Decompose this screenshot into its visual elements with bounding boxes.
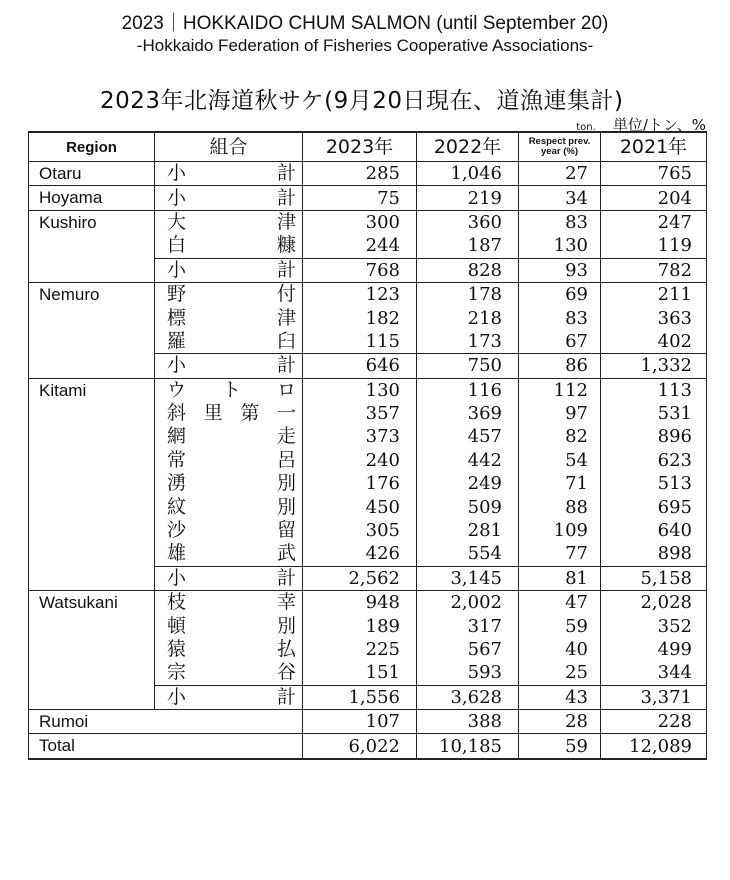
y2022-cell: 2,002 <box>417 591 519 615</box>
y2023-cell: 373 <box>303 425 417 448</box>
kumiai-char: 常 <box>167 448 187 471</box>
kumiai-char: 大 <box>167 210 187 233</box>
kumiai-char: 枝 <box>167 591 187 614</box>
kumiai-cell <box>155 472 303 495</box>
kumiai-cell <box>155 591 303 615</box>
kumiai-char: 一 <box>276 402 296 425</box>
pct-cell: 88 <box>519 495 601 518</box>
kumiai-char: 糠 <box>276 234 296 257</box>
kumiai-char: 計 <box>276 685 296 708</box>
kumiai-char: 斜 <box>167 402 187 425</box>
pct-cell: 93 <box>519 258 601 282</box>
y2022-cell: 509 <box>417 495 519 518</box>
y2021-cell: 119 <box>601 234 707 258</box>
y2023-cell: 244 <box>303 234 417 258</box>
pct-cell: 97 <box>519 402 601 425</box>
kumiai-cell <box>155 162 303 186</box>
region-cell: Kitami <box>29 378 155 591</box>
table-row <box>29 162 707 186</box>
pct-cell: 112 <box>519 378 601 402</box>
y2023-cell: 115 <box>303 330 417 354</box>
pct-cell: 47 <box>519 591 601 615</box>
japanese-title: 2023年北海道秋サケ(9月20日現在、道漁連集計) <box>100 88 624 114</box>
kumiai-name <box>167 307 296 330</box>
y2023-cell: 6,022 <box>303 734 417 760</box>
kumiai-char: 宗 <box>167 661 187 684</box>
y2023-cell: 285 <box>303 162 417 186</box>
y2021-cell: 211 <box>601 282 707 306</box>
kumiai-cell <box>155 638 303 661</box>
region-cell: Rumoi <box>29 709 155 733</box>
kumiai-name <box>167 234 296 257</box>
kumiai-cell <box>155 566 303 590</box>
kumiai-cell <box>155 330 303 354</box>
kumiai-name <box>167 330 296 353</box>
y2023-cell: 75 <box>303 186 417 210</box>
y2023-cell: 646 <box>303 354 417 378</box>
kumiai-name <box>167 496 296 519</box>
table-row <box>29 591 707 615</box>
pct-cell: 130 <box>519 234 601 258</box>
kumiai-char: 里 <box>203 402 223 425</box>
kumiai-name <box>167 519 296 542</box>
y2022-cell: 219 <box>417 186 519 210</box>
kumiai-name <box>167 354 296 377</box>
pct-cell: 67 <box>519 330 601 354</box>
kumiai-name <box>167 686 296 709</box>
kumiai-char: ト <box>221 378 241 401</box>
y2021-cell: 531 <box>601 402 707 425</box>
y2022-cell: 281 <box>417 519 519 542</box>
pct-cell: 43 <box>519 685 601 709</box>
kumiai-name <box>167 379 296 402</box>
region-cell: Otaru <box>29 162 155 186</box>
y2022-cell: 593 <box>417 661 519 685</box>
y2022-cell: 116 <box>417 378 519 402</box>
pct-cell: 27 <box>519 162 601 186</box>
pct-cell: 77 <box>519 542 601 566</box>
y2021-cell: 402 <box>601 330 707 354</box>
kumiai-char: 臼 <box>276 329 296 352</box>
y2023-cell: 176 <box>303 472 417 495</box>
kumiai-cell <box>155 354 303 378</box>
kumiai-cell <box>155 258 303 282</box>
kumiai-char: 小 <box>167 258 187 281</box>
y2021-cell: 352 <box>601 614 707 637</box>
y2022-cell: 442 <box>417 449 519 472</box>
kumiai-cell <box>155 449 303 472</box>
y2023-cell: 240 <box>303 449 417 472</box>
pct-cell: 83 <box>519 210 601 234</box>
y2022-cell: 10,185 <box>417 734 519 760</box>
title-block <box>0 12 730 56</box>
kumiai-char: 白 <box>167 234 187 257</box>
kumiai-cell <box>155 234 303 258</box>
kumiai-char: 別 <box>276 495 296 518</box>
catch-table <box>28 131 707 760</box>
y2022-cell: 249 <box>417 472 519 495</box>
y2023-cell: 189 <box>303 614 417 637</box>
kumiai-char: 小 <box>167 186 187 209</box>
y2021-cell: 640 <box>601 519 707 542</box>
y2022-cell: 828 <box>417 258 519 282</box>
kumiai-cell <box>155 425 303 448</box>
kumiai-name <box>167 661 296 684</box>
y2023-cell: 107 <box>303 709 417 733</box>
kumiai-char: 計 <box>276 566 296 589</box>
y2021-header: 2021年 <box>601 132 707 162</box>
kumiai-name <box>167 187 296 210</box>
table-row <box>29 186 707 210</box>
kumiai-cell <box>155 542 303 566</box>
kumiai-char: 武 <box>276 542 296 565</box>
kumiai-char: 計 <box>276 162 296 185</box>
y2023-cell: 151 <box>303 661 417 685</box>
y2022-cell: 173 <box>417 330 519 354</box>
kumiai-cell <box>155 709 303 733</box>
kumiai-char: 小 <box>167 162 187 185</box>
kumiai-char: 谷 <box>276 661 296 684</box>
table-row <box>29 734 707 760</box>
pct-header <box>519 132 601 162</box>
y2023-cell: 1,556 <box>303 685 417 709</box>
kumiai-cell <box>155 495 303 518</box>
y2021-cell: 499 <box>601 638 707 661</box>
kumiai-cell <box>155 685 303 709</box>
kumiai-cell <box>155 661 303 685</box>
y2022-cell: 3,145 <box>417 566 519 590</box>
kumiai-name <box>167 615 296 638</box>
kumiai-char: 小 <box>167 354 187 377</box>
kumiai-char: 走 <box>276 425 296 448</box>
kumiai-cell <box>155 614 303 637</box>
kumiai-cell <box>155 306 303 329</box>
pct-cell: 28 <box>519 709 601 733</box>
kumiai-char: 幸 <box>276 591 296 614</box>
kumiai-char: 紋 <box>167 495 187 518</box>
kumiai-char: 猿 <box>167 638 187 660</box>
table-row <box>29 709 707 733</box>
kumiai-cell <box>155 186 303 210</box>
y2021-cell: 898 <box>601 542 707 566</box>
pct-header-line1: Respect prev. <box>528 136 591 147</box>
kumiai-char: ウ <box>167 378 187 401</box>
y2021-cell: 2,028 <box>601 591 707 615</box>
y2022-cell: 317 <box>417 614 519 637</box>
y2023-header: 2023年 <box>303 132 417 162</box>
region-cell: Nemuro <box>29 282 155 378</box>
kumiai-name <box>167 283 296 306</box>
kumiai-char: 計 <box>276 258 296 281</box>
y2022-cell: 457 <box>417 425 519 448</box>
kumiai-header: 組合 <box>155 132 303 162</box>
header-row <box>29 132 707 162</box>
page-subtitle: -Hokkaido Federation of Fisheries Cooperative Associations- <box>136 36 594 55</box>
y2023-cell: 768 <box>303 258 417 282</box>
kumiai-name <box>167 449 296 472</box>
kumiai-name <box>167 591 296 614</box>
y2021-cell: 247 <box>601 210 707 234</box>
kumiai-char: 第 <box>240 402 260 425</box>
y2021-cell: 204 <box>601 186 707 210</box>
kumiai-name <box>167 567 296 590</box>
unit-ton-label: ton. <box>576 122 596 133</box>
table-body <box>29 162 707 760</box>
pct-cell: 82 <box>519 425 601 448</box>
y2023-cell: 2,562 <box>303 566 417 590</box>
y2022-cell: 567 <box>417 638 519 661</box>
pct-cell: 59 <box>519 734 601 760</box>
kumiai-char: 野 <box>167 283 187 306</box>
kumiai-char: 計 <box>276 186 296 209</box>
kumiai-char: 津 <box>276 210 296 233</box>
y2023-cell: 948 <box>303 591 417 615</box>
kumiai-name <box>167 211 296 234</box>
kumiai-char: 沙 <box>167 519 187 542</box>
y2021-cell: 228 <box>601 709 707 733</box>
kumiai-char: 雄 <box>167 542 187 565</box>
y2021-cell: 113 <box>601 378 707 402</box>
kumiai-name <box>167 425 296 448</box>
table-row <box>29 210 707 234</box>
kumiai-cell <box>155 402 303 425</box>
y2022-cell: 388 <box>417 709 519 733</box>
kumiai-char: 別 <box>276 472 296 495</box>
y2021-cell: 896 <box>601 425 707 448</box>
kumiai-cell <box>155 734 303 760</box>
y2021-cell: 344 <box>601 661 707 685</box>
kumiai-cell <box>155 519 303 542</box>
kumiai-cell <box>155 378 303 402</box>
y2021-cell: 363 <box>601 306 707 329</box>
y2023-cell: 305 <box>303 519 417 542</box>
kumiai-char: 計 <box>276 354 296 377</box>
kumiai-name <box>167 402 296 425</box>
region-cell: Hoyama <box>29 186 155 210</box>
kumiai-char: 標 <box>167 306 187 329</box>
y2022-cell: 1,046 <box>417 162 519 186</box>
kumiai-name <box>167 472 296 495</box>
y2022-cell: 554 <box>417 542 519 566</box>
y2023-cell: 182 <box>303 306 417 329</box>
y2021-cell: 765 <box>601 162 707 186</box>
pct-cell: 25 <box>519 661 601 685</box>
kumiai-char: 津 <box>276 306 296 329</box>
kumiai-char: 小 <box>167 685 187 708</box>
region-cell: Total <box>29 734 155 760</box>
kumiai-char: 頓 <box>167 614 187 637</box>
kumiai-name <box>167 638 296 661</box>
kumiai-name <box>167 259 296 282</box>
kumiai-char: 留 <box>276 519 296 542</box>
kumiai-char: 払 <box>276 638 296 660</box>
y2023-cell: 300 <box>303 210 417 234</box>
pct-cell: 71 <box>519 472 601 495</box>
kumiai-char: 小 <box>167 566 187 589</box>
y2023-cell: 426 <box>303 542 417 566</box>
kumiai-char: ロ <box>276 378 296 401</box>
region-header: Region <box>29 132 155 162</box>
y2022-cell: 178 <box>417 282 519 306</box>
y2022-cell: 218 <box>417 306 519 329</box>
kumiai-char: 呂 <box>276 448 296 471</box>
table-row <box>29 378 707 402</box>
kumiai-char: 羅 <box>167 329 187 352</box>
y2023-cell: 123 <box>303 282 417 306</box>
pct-header-line2: year (%) <box>541 146 578 157</box>
y2022-cell: 360 <box>417 210 519 234</box>
y2023-cell: 357 <box>303 402 417 425</box>
kumiai-char: 付 <box>276 283 296 306</box>
region-cell: Watsukani <box>29 591 155 710</box>
kumiai-char: 網 <box>167 425 187 448</box>
pct-cell: 109 <box>519 519 601 542</box>
kumiai-char: 湧 <box>167 472 187 495</box>
kumiai-cell <box>155 210 303 234</box>
y2021-cell: 1,332 <box>601 354 707 378</box>
pct-cell: 69 <box>519 282 601 306</box>
y2022-cell: 187 <box>417 234 519 258</box>
y2022-cell: 750 <box>417 354 519 378</box>
y2021-cell: 5,158 <box>601 566 707 590</box>
y2022-header: 2022年 <box>417 132 519 162</box>
kumiai-char: 別 <box>276 614 296 637</box>
y2021-cell: 12,089 <box>601 734 707 760</box>
y2021-cell: 513 <box>601 472 707 495</box>
y2021-cell: 623 <box>601 449 707 472</box>
pct-cell: 34 <box>519 186 601 210</box>
y2022-cell: 369 <box>417 402 519 425</box>
region-cell: Kushiro <box>29 210 155 282</box>
y2021-cell: 3,371 <box>601 685 707 709</box>
y2022-cell: 3,628 <box>417 685 519 709</box>
y2021-cell: 782 <box>601 258 707 282</box>
kumiai-name <box>167 162 296 185</box>
y2023-cell: 450 <box>303 495 417 518</box>
pct-cell: 83 <box>519 306 601 329</box>
pct-cell: 81 <box>519 566 601 590</box>
unit-japanese-label: 単位/トン、% <box>612 116 706 134</box>
pct-cell: 54 <box>519 449 601 472</box>
pct-cell: 86 <box>519 354 601 378</box>
y2021-cell: 695 <box>601 495 707 518</box>
pct-cell: 40 <box>519 638 601 661</box>
kumiai-cell <box>155 282 303 306</box>
pct-cell: 59 <box>519 614 601 637</box>
y2023-cell: 225 <box>303 638 417 661</box>
page-title: 2023｜HOKKAIDO CHUM SALMON (until September 20) <box>121 13 609 34</box>
y2023-cell: 130 <box>303 378 417 402</box>
table-row <box>29 282 707 306</box>
kumiai-name <box>167 542 296 565</box>
